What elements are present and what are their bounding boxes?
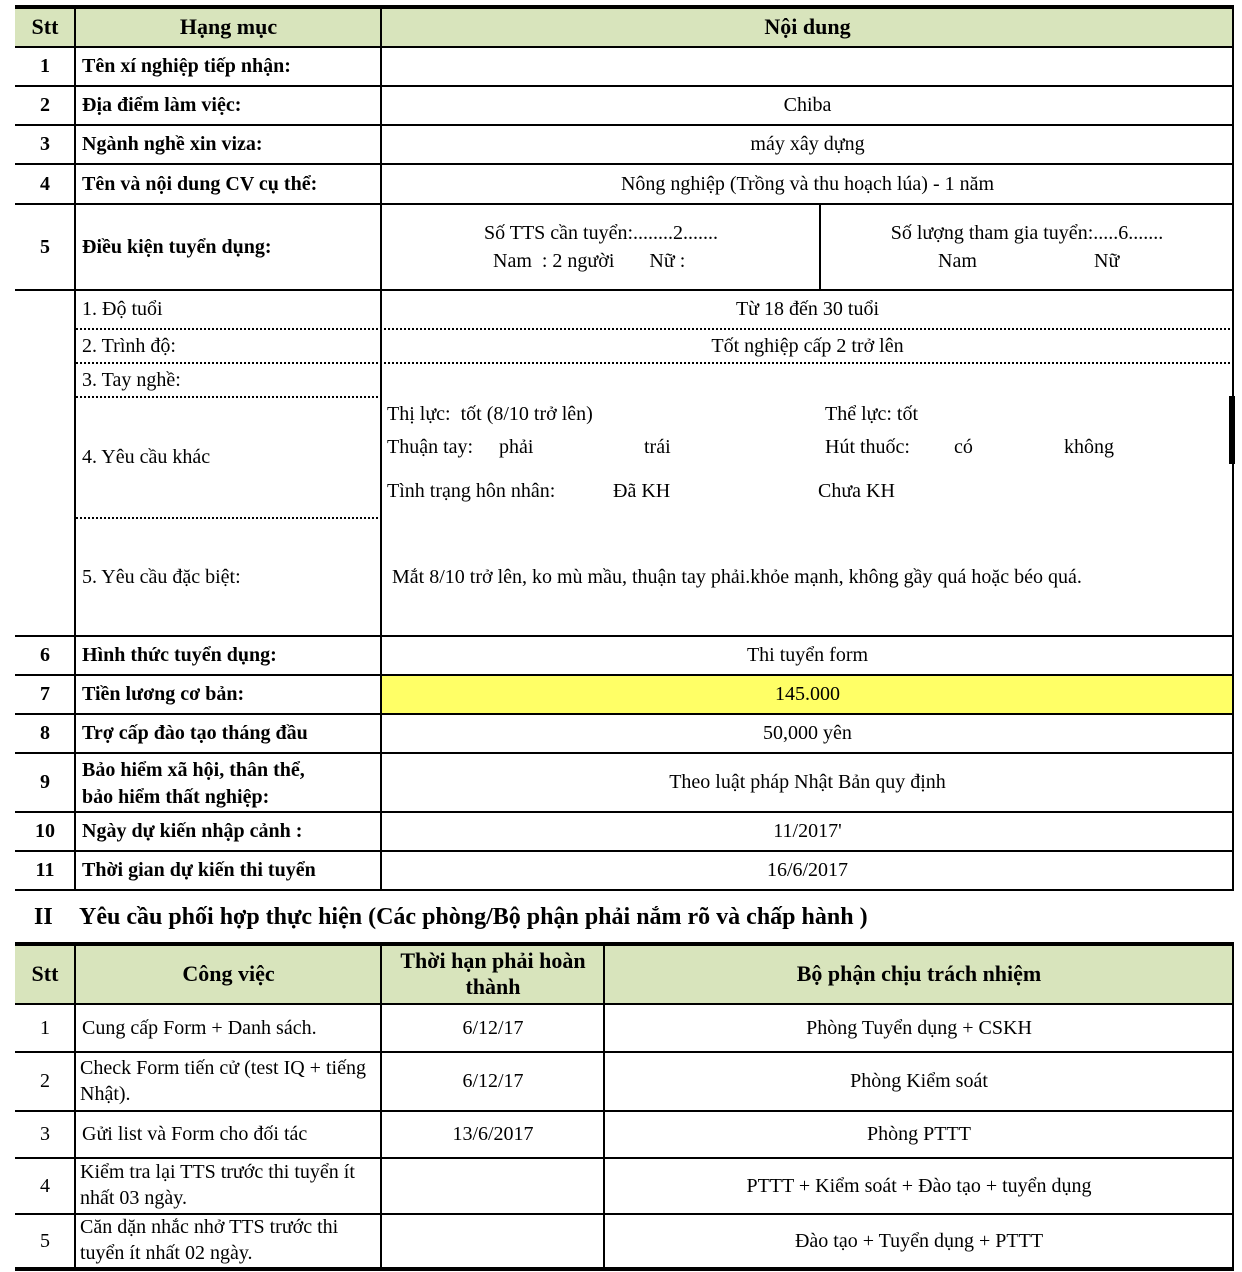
row-value: 50,000 yên	[763, 722, 852, 744]
row-label	[82, 757, 305, 811]
t2-header-deadline-line1: Thời hạn phải hoàn	[400, 948, 586, 973]
t2-row-dept: Đào tạo + Tuyển dụng + PTTT	[794, 1229, 1044, 1252]
row-value	[382, 47, 1233, 85]
t2-row-stt: 1	[40, 1016, 50, 1039]
row-stt: 6	[40, 644, 50, 666]
row-label: Hình thức tuyển dụng:	[82, 644, 277, 666]
row-stt: 7	[40, 683, 50, 705]
marital-married: Đã KH	[613, 480, 671, 502]
row-stt: 5	[40, 235, 50, 258]
t2-row-stt: 4	[40, 1174, 50, 1197]
t2-row-dept: Phòng Kiểm soát	[850, 1070, 988, 1092]
req-skill-label: 3. Tay nghề:	[82, 368, 181, 391]
header-item: Hạng mục	[179, 13, 278, 39]
t2-header-deadline	[382, 948, 604, 1000]
t2-row-dept: Phòng PTTT	[867, 1123, 971, 1145]
row-stt: 4	[40, 172, 50, 195]
table2-bottom-border	[15, 1267, 1234, 1271]
t2-row-task-line1: Căn dặn nhắc nhở TTS trước thi	[80, 1216, 339, 1238]
row-value: Thi tuyển form	[746, 644, 869, 666]
t2-row-deadline: 13/6/2017	[452, 1123, 534, 1145]
header-content: Nội dung	[764, 13, 851, 39]
req-edu-value: Tốt nghiệp cấp 2 trở lên	[711, 334, 904, 357]
trainee-gender-split: Nam : 2 người Nữ :	[493, 250, 686, 272]
row-label: Trợ cấp đào tạo tháng đầu	[82, 722, 308, 744]
t2-row-task: Gửi list và Form cho đối tác	[82, 1123, 308, 1145]
row-stt: 3	[40, 133, 50, 155]
row-label: Thời gian dự kiến thi tuyển	[82, 859, 316, 881]
row-label: Tên và nội dung CV cụ thể:	[82, 172, 318, 195]
row-value: máy xây dựng	[750, 133, 865, 155]
section2-number: II	[34, 904, 53, 930]
t2-row-task: Cung cấp Form + Danh sách.	[82, 1016, 317, 1039]
smoking-label: Hút thuốc:	[825, 436, 910, 458]
t2-row-task-line1: Kiểm tra lại TTS trước thi tuyển ít	[80, 1161, 355, 1183]
t2-row-deadline	[382, 1214, 604, 1267]
row-value: Chiba	[783, 94, 832, 116]
row-stt: 11	[35, 859, 55, 881]
row-stt: 1	[40, 55, 50, 77]
smoking-yes: có	[954, 436, 973, 458]
row-label: Tiền lương cơ bản:	[82, 683, 245, 705]
t2-row-task	[80, 1214, 338, 1266]
req-special-value: Mắt 8/10 trở lên, ko mù mầu, thuận tay phải.khỏe mạnh, không gầy quá hoặc béo quá.	[392, 565, 1082, 588]
t2-row-task-line2: tuyển ít nhất 02 ngày.	[80, 1242, 253, 1264]
t2-row-dept: PTTT + Kiểm soát + Đào tạo + tuyển dụng	[746, 1174, 1092, 1197]
t2-row-task	[80, 1055, 366, 1107]
t2-row-deadline: 6/12/17	[462, 1070, 524, 1092]
req-other-label: 4. Yêu cầu khác	[82, 446, 211, 468]
t2-row-task-line1: Check Form tiến cử (test IQ + tiếng	[80, 1057, 366, 1079]
row-label: Ngày dự kiến nhập cảnh :	[82, 820, 303, 842]
smoking-no: không	[1064, 436, 1114, 458]
salary-value: 145.000	[775, 683, 840, 705]
row-label: Tên xí nghiệp tiếp nhận:	[82, 55, 291, 77]
handed-right: phải	[499, 436, 534, 458]
row-label: Địa điểm làm việc:	[82, 94, 242, 116]
t2-row-stt: 5	[40, 1229, 50, 1252]
fitness: Thể lực: tốt	[825, 403, 919, 425]
t2-row-task-line2: nhất 03 ngày.	[80, 1187, 188, 1209]
row-label-line2: bảo hiểm thất nghiệp:	[82, 786, 270, 808]
t2-row-stt: 3	[40, 1123, 50, 1145]
participants-female: Nữ	[1094, 250, 1120, 272]
row-stt: 10	[35, 820, 55, 842]
marital-single: Chưa KH	[818, 480, 895, 502]
row-value: Nông nghiệp (Trồng và thu hoạch lúa) - 1 năm	[620, 172, 995, 195]
handed-label: Thuận tay:	[387, 436, 474, 458]
t2-row-dept: Phòng Tuyển dụng + CSKH	[806, 1016, 1032, 1039]
row-label: Điều kiện tuyển dụng:	[82, 235, 272, 258]
marital-label: Tình trạng hôn nhân:	[387, 480, 556, 502]
req-special-label: 5. Yêu cầu đặc biệt:	[82, 565, 241, 588]
t2-header-dept: Bộ phận chịu trách nhiệm	[796, 961, 1042, 987]
trainee-needed: Số TTS cần tuyển:........2.......	[483, 222, 719, 244]
handed-left: trái	[644, 436, 671, 458]
t2-header-stt: Stt	[31, 961, 59, 987]
participants-male: Nam	[938, 250, 977, 272]
section2-title: Yêu cầu phối hợp thực hiện (Các phòng/Bộ phận phải nắm rõ và chấp hành )	[79, 904, 868, 930]
row-stt: 9	[40, 771, 50, 793]
row-value: 16/6/2017	[766, 859, 849, 881]
edge-marker	[1229, 396, 1235, 464]
t2-row-task	[80, 1159, 355, 1211]
req-age-value: Từ 18 đến 30 tuổi	[735, 298, 880, 320]
row-value: 11/2017'	[773, 820, 842, 842]
participants-count: Số lượng tham gia tuyển:.....6.......	[890, 222, 1164, 244]
row-stt: 2	[40, 94, 50, 116]
row-label-line1: Bảo hiểm xã hội, thân thể,	[82, 759, 305, 781]
t2-row-task-line2: Nhật).	[80, 1083, 131, 1105]
eyesight: Thị lực: tốt (8/10 trở lên)	[387, 403, 593, 425]
header-stt: Stt	[31, 13, 59, 39]
row-stt: 8	[40, 722, 50, 744]
row-label: Ngành nghề xin viza:	[82, 133, 263, 155]
t2-header-deadline-line2: thành	[465, 974, 521, 999]
row-value: Theo luật pháp Nhật Bản quy định	[669, 771, 946, 793]
t2-row-stt: 2	[40, 1070, 50, 1092]
t2-row-deadline: 6/12/17	[462, 1016, 524, 1039]
t2-header-task: Công việc	[182, 961, 275, 987]
t2-row-deadline	[382, 1158, 604, 1213]
req-age-label: 1. Độ tuổi	[82, 298, 163, 320]
req-edu-label: 2. Trình độ:	[82, 334, 176, 357]
